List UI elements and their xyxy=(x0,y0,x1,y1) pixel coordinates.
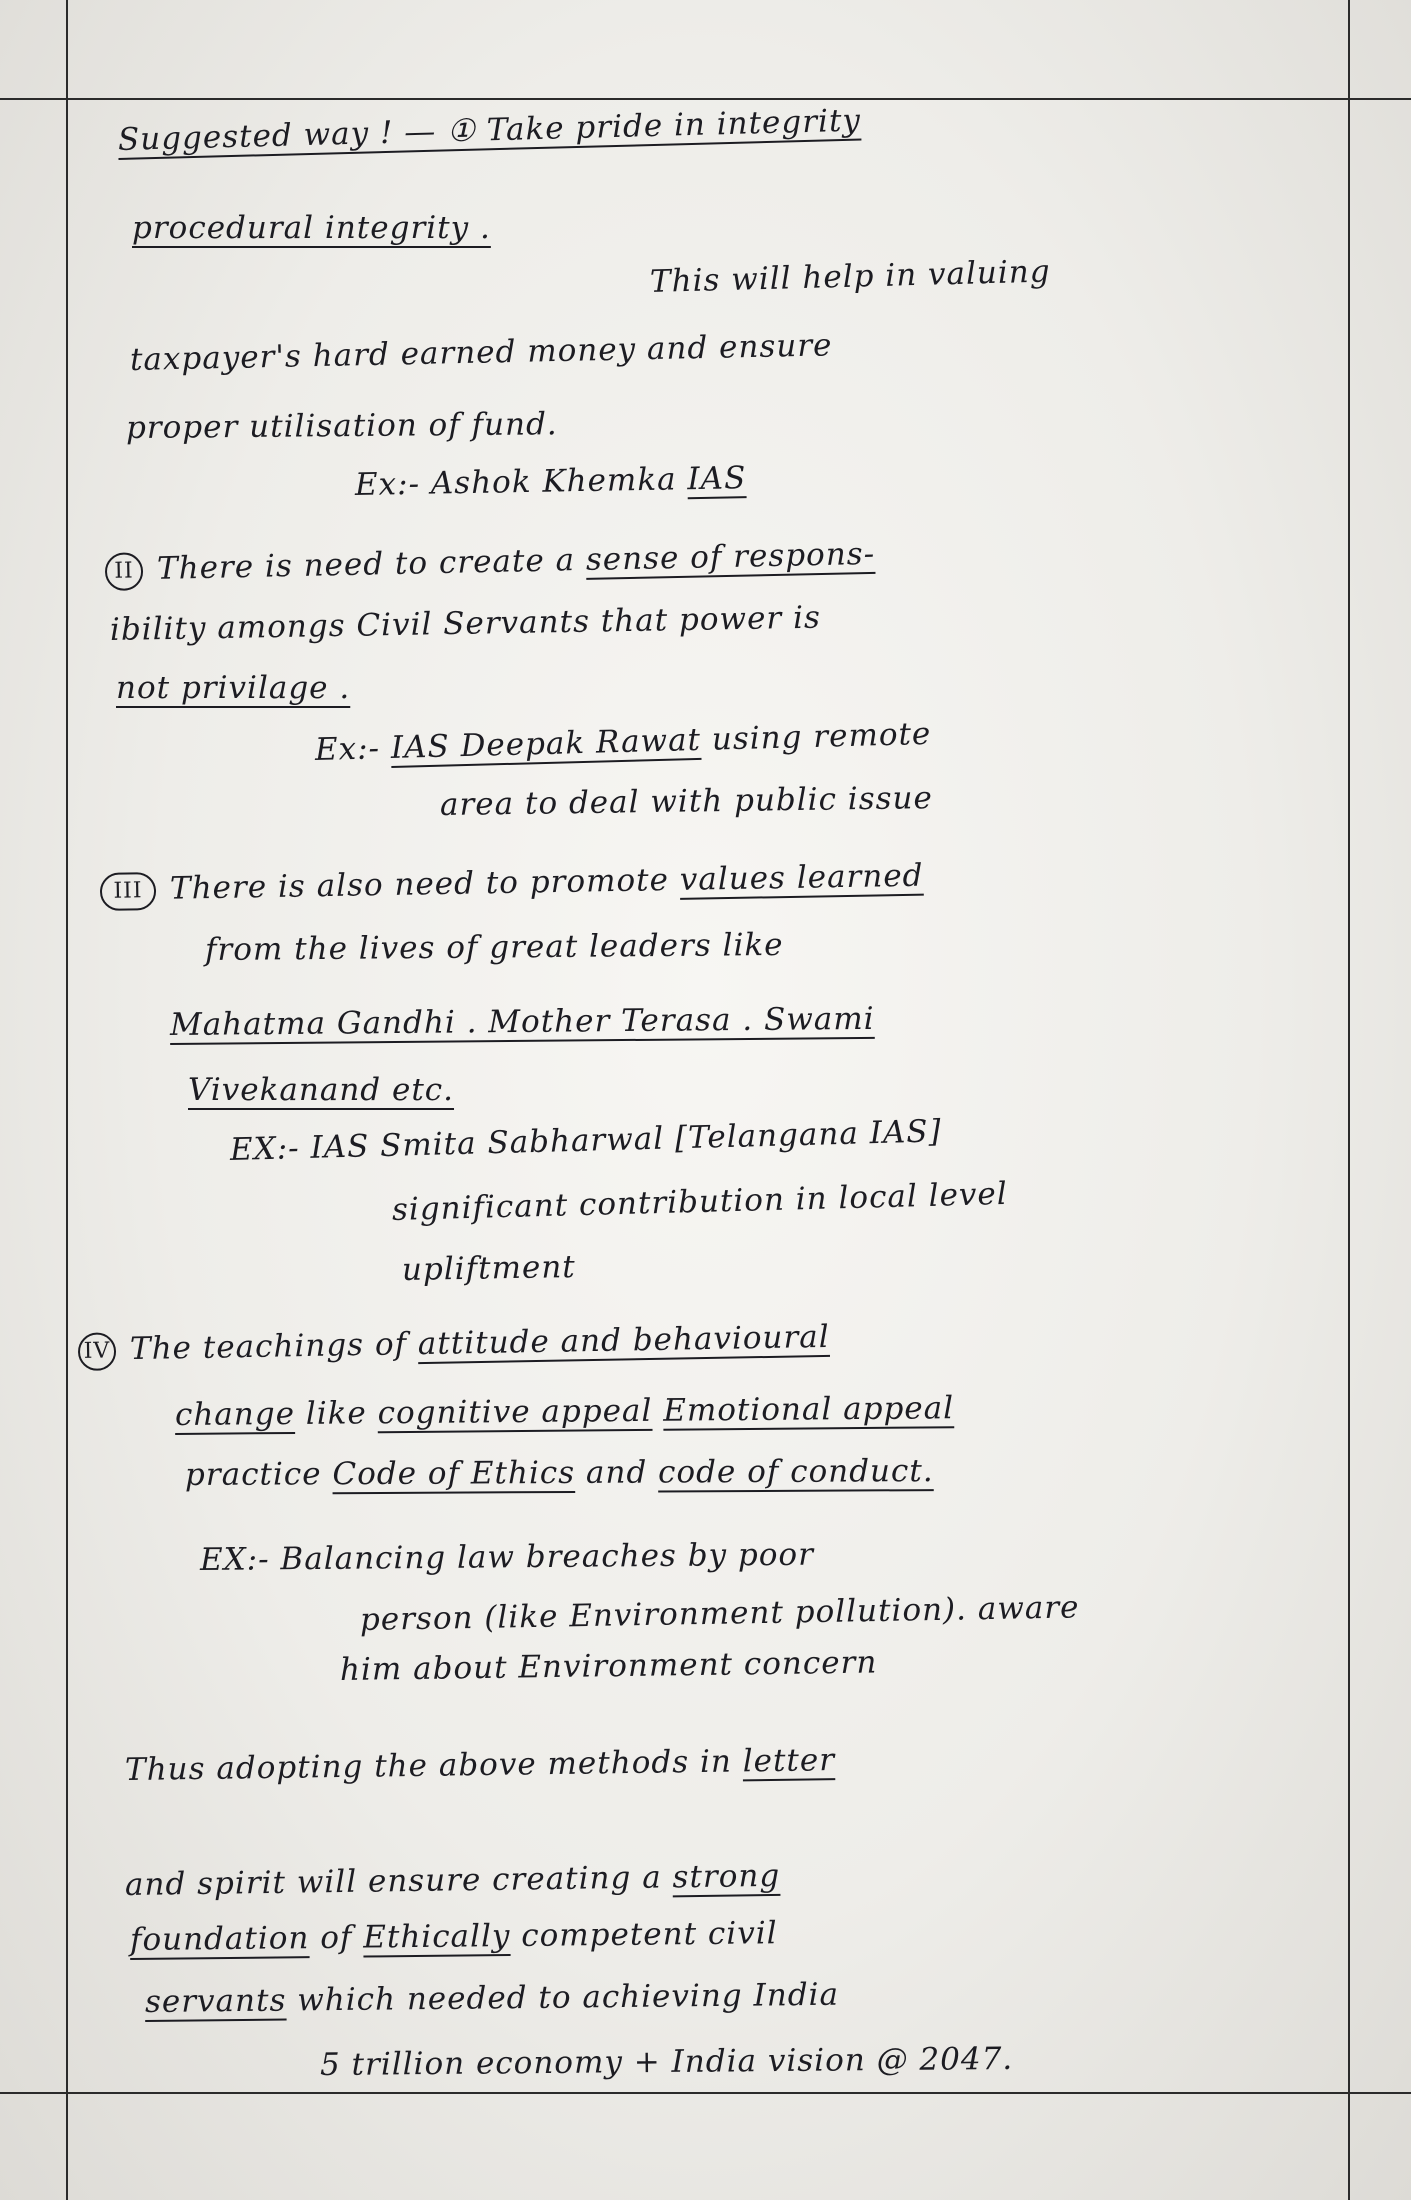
underlined-text: Ethically xyxy=(363,1918,511,1956)
underlined-text: code of conduct. xyxy=(658,1453,934,1491)
underlined-text: foundation xyxy=(129,1920,310,1958)
text-line xyxy=(110,598,822,650)
text-line xyxy=(185,1451,934,1495)
underlined-text: IAS Deepak Rawat xyxy=(390,721,702,767)
text-line xyxy=(170,999,875,1045)
text-segment: There is also need to promote xyxy=(169,861,681,907)
text-segment: like xyxy=(294,1395,378,1432)
underlined-text: attitude and behavioural xyxy=(417,1318,830,1363)
text-line xyxy=(188,1070,454,1110)
text-line xyxy=(130,1913,778,1960)
text-line xyxy=(320,2039,1014,2085)
text-line xyxy=(649,252,1051,302)
text-line xyxy=(125,1740,836,1790)
text-line xyxy=(314,714,931,770)
underlined-text: not privilage . xyxy=(116,670,351,706)
underlined-text: Suggested way ! — ① Take pride in integrity xyxy=(117,102,862,158)
underlined-text: servants xyxy=(144,1982,287,2020)
underlined-text: cognitive appeal xyxy=(377,1392,653,1432)
text-line xyxy=(116,668,350,708)
text-segment xyxy=(652,1393,663,1429)
text-segment: 5 trillion economy + India vision @ 2047. xyxy=(319,2040,1014,2083)
left-margin-line xyxy=(66,0,68,2200)
text-line xyxy=(402,1247,576,1290)
text-line xyxy=(229,1111,942,1170)
text-segment: significant contribution in local level xyxy=(391,1175,1009,1228)
text-segment: proper utilisation of fund. xyxy=(125,406,558,446)
text-line xyxy=(117,101,861,160)
text-line xyxy=(391,1174,1008,1230)
text-segment: upliftment xyxy=(401,1248,577,1288)
text-segment: from the lives of great leaders like xyxy=(204,926,784,968)
point-number-marker: IV xyxy=(78,1332,117,1371)
text-segment: Thus adopting the above methods in xyxy=(124,1743,743,1788)
text-line xyxy=(130,325,833,380)
text-line xyxy=(132,208,491,248)
text-segment: Ex:- xyxy=(314,730,392,768)
text-segment: The teachings of xyxy=(129,1326,419,1368)
underlined-text: strong xyxy=(672,1857,781,1896)
underlined-text: change xyxy=(174,1395,296,1433)
underlined-text: IAS xyxy=(687,460,747,498)
text-line xyxy=(126,404,558,448)
text-line xyxy=(205,925,784,970)
text-segment: This will help in valuing xyxy=(649,253,1052,300)
text-segment: of xyxy=(309,1919,364,1957)
text-line xyxy=(440,778,933,825)
text-segment: There is need to create a xyxy=(156,541,587,587)
text-line xyxy=(340,1642,878,1689)
underlined-text: values learned xyxy=(679,857,924,898)
text-segment: practice xyxy=(184,1456,333,1493)
underlined-text: Emotional appeal xyxy=(663,1390,955,1429)
text-line xyxy=(78,1317,830,1371)
top-margin-line xyxy=(0,98,1411,100)
text-segment: him about Environment concern xyxy=(339,1644,878,1688)
text-segment: which needed to achieving India xyxy=(286,1976,840,2019)
text-line xyxy=(100,856,924,911)
text-segment: person (like Environment pollution). aware xyxy=(359,1589,1080,1638)
underlined-text: procedural integrity . xyxy=(132,210,491,246)
text-segment: using remote xyxy=(700,715,932,758)
underlined-text: Code of Ethics xyxy=(332,1454,576,1493)
text-line xyxy=(125,1856,781,1905)
text-segment: and spirit will ensure creating a xyxy=(124,1859,673,1903)
right-margin-line xyxy=(1348,0,1350,2200)
underlined-text: sense of respons- xyxy=(585,535,876,578)
point-number-marker: II xyxy=(105,552,144,591)
text-line xyxy=(145,1975,839,2022)
text-segment: EX:- IAS Smita Sabharwal [Telangana IAS] xyxy=(229,1113,943,1168)
bottom-margin-line xyxy=(0,2092,1411,2094)
text-segment: competent civil xyxy=(510,1915,778,1955)
text-line xyxy=(105,534,876,591)
text-segment: Ex:- Ashok Khemka xyxy=(354,461,688,503)
underlined-text: Vivekanand etc. xyxy=(188,1072,455,1108)
text-line xyxy=(355,458,747,505)
text-segment: taxpayer's hard earned money and ensure xyxy=(129,327,833,378)
underlined-text: Mahatma Gandhi . Mother Terasa . Swami xyxy=(169,1000,875,1043)
text-line xyxy=(200,1535,814,1580)
underlined-text: letter xyxy=(742,1742,836,1780)
text-line xyxy=(360,1587,1080,1640)
text-segment: area to deal with public issue xyxy=(439,780,934,823)
text-segment: and xyxy=(575,1454,659,1491)
text-line xyxy=(175,1388,954,1435)
text-segment: ibility amongs Civil Servants that power is xyxy=(109,599,822,648)
point-number-marker: III xyxy=(100,872,157,911)
text-segment: EX:- Balancing law breaches by poor xyxy=(199,1536,815,1578)
